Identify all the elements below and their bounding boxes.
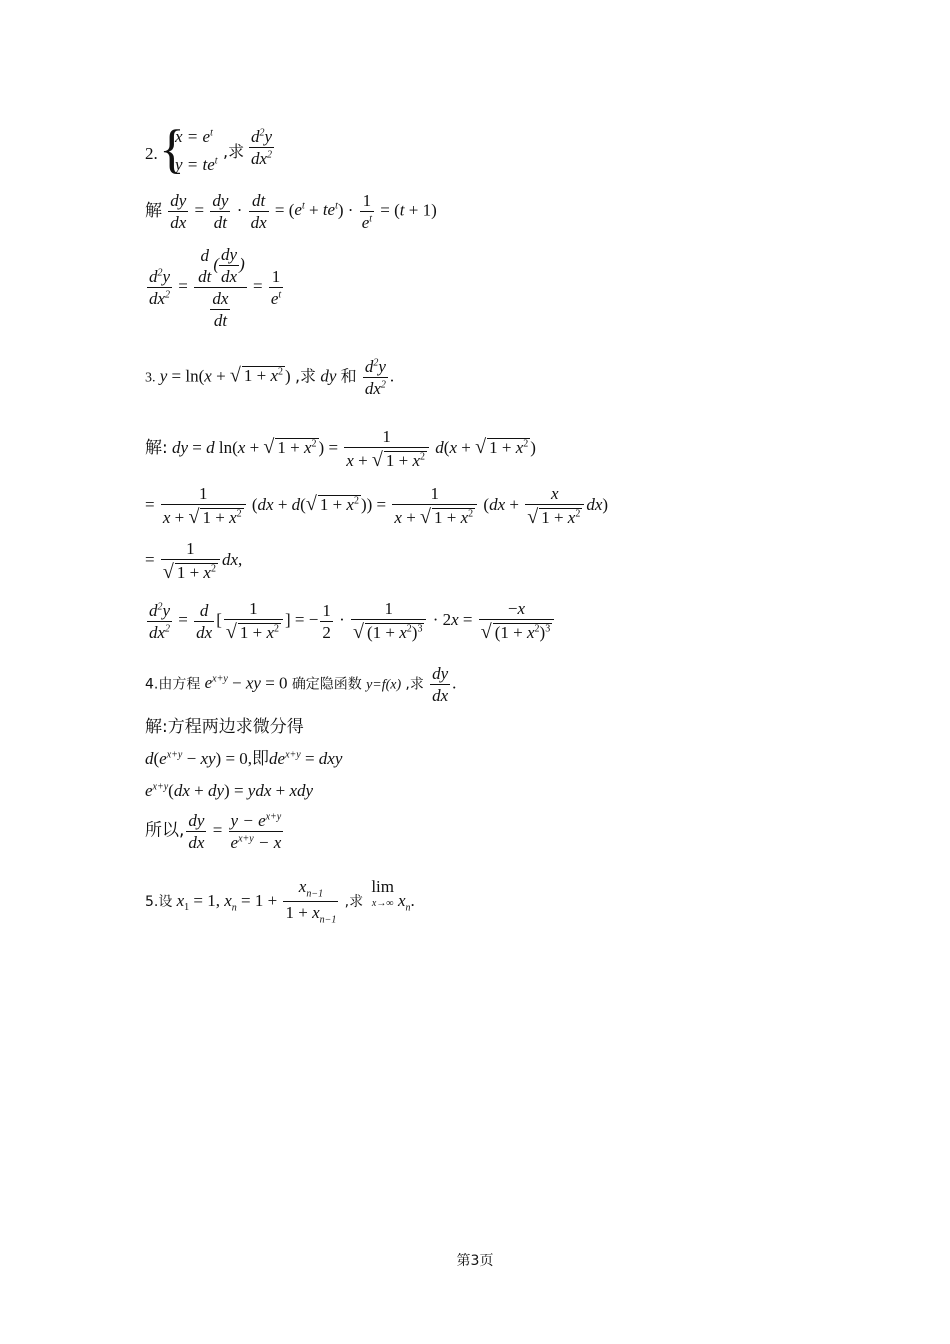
solve-label: 解 [145, 201, 162, 221]
problem-4-step-1 [145, 718, 304, 736]
ask-text: ,求 [344, 893, 364, 910]
problem-3-step-3: = $\frac{1}{√ 1 + x^2}$ dx, [145, 539, 243, 583]
problem-4-label: 4.由方程 [145, 676, 201, 693]
ask-text: ,求 [294, 366, 317, 386]
and-text: 和 [340, 366, 357, 386]
brace: { [159, 119, 185, 179]
ask-text: ,求 [405, 676, 424, 693]
problem-2-label: 2. [145, 144, 158, 163]
page-number: 第3页 [456, 1253, 494, 1269]
solve-label: 解: [145, 437, 168, 458]
problem-3-step-2: = $\frac{1}{x + √ 1 + x^2}$ (dx + d(√ $1 + x^2$ )) = $\frac{1}{x + √ 1 + x^2}$ (dx + $\frac{x}{√ 1 + x^2}$ dx) [145, 484, 609, 528]
ask-text: ,求 [223, 142, 245, 161]
problem-5-statement: 5.设 $x_1 = 1$, $x_n = 1$ + $\frac{x_{n-1}}{1 + x_{n-1}}$ ,求 lim x→∞ $x_n$. [145, 877, 415, 926]
problem-2-step-1: 解 $\frac{dy}{dx}$ = $\frac{dy}{dt}$ · $\frac{dt}{dx}$ = $(e^t + te^t)$ · $\frac{1}{e^t}$ = (t + 1) [145, 191, 437, 232]
system-eq-2: $y = te^t$ [175, 155, 218, 174]
solve-text: 解:方程两边求微分得 [145, 717, 304, 737]
problem-4-step-4: 所以, $\frac{dy}{dx}$ = $\frac{y - e^{x+y}}{e^{x+y} - x}$ [145, 811, 282, 852]
suoyi-text: 所以, [145, 820, 185, 841]
problem-3-step-4: $\frac{d^2y}{dx^2}$ = $\frac{d}{dx}$ [ $\frac{1}{√ 1 + x^2}$ ] = − $\frac{1}{2}$ · $\frac{1}{√ (1 + x^2)^3}$ · 2x = $\frac{-x}{√ (1 + x^2)^3}$ [145, 600, 556, 642]
d2y-dx2-fraction: $\frac{d^2y}{dx^2}$ [251, 127, 273, 168]
problem-3-statement: 3. y = ln(x + √ $1 + x^2$ ) ,求 dy 和 $\frac{d^2y}{dx^2}$ . [145, 357, 395, 398]
problem-4-step-3: $e^{x+y}(dx + dy)$ = ydx + xdy [145, 781, 314, 800]
function-text: y=f(x) [366, 677, 402, 693]
problem-4-step-2: $d(e^{x+y} - xy) = 0$,即$de^{x+y}$ = dxy [145, 749, 343, 769]
problem-3-step-1: 解: dy = d ln(x + √ $1 + x^2$ ) = $\frac{1}{x + √ 1 + x^2}$ d(x + √ $1 + x^2$ ) [145, 427, 536, 471]
problem-5-label: 5.设 [145, 893, 173, 910]
jieji-text: 即 [252, 749, 270, 769]
system-eq-1: $x = e^t$ [175, 127, 213, 146]
determine-text: 确定隐函数 [291, 676, 362, 693]
problem-2-step-2: $\frac{d^2y}{dx^2}$ = d dt ( $\frac{dy}{dx}$ ) $\frac{dx}{dt}$ = $\frac{1}{e^t}$ [149, 245, 282, 330]
problem-4-statement: 4.由方程 $e^{x+y}$ − xy = 0 确定隐函数 y=f(x) ,求 $\frac{dy}{dx}$ . [145, 664, 457, 705]
problem-3-label: 3. [145, 370, 156, 386]
